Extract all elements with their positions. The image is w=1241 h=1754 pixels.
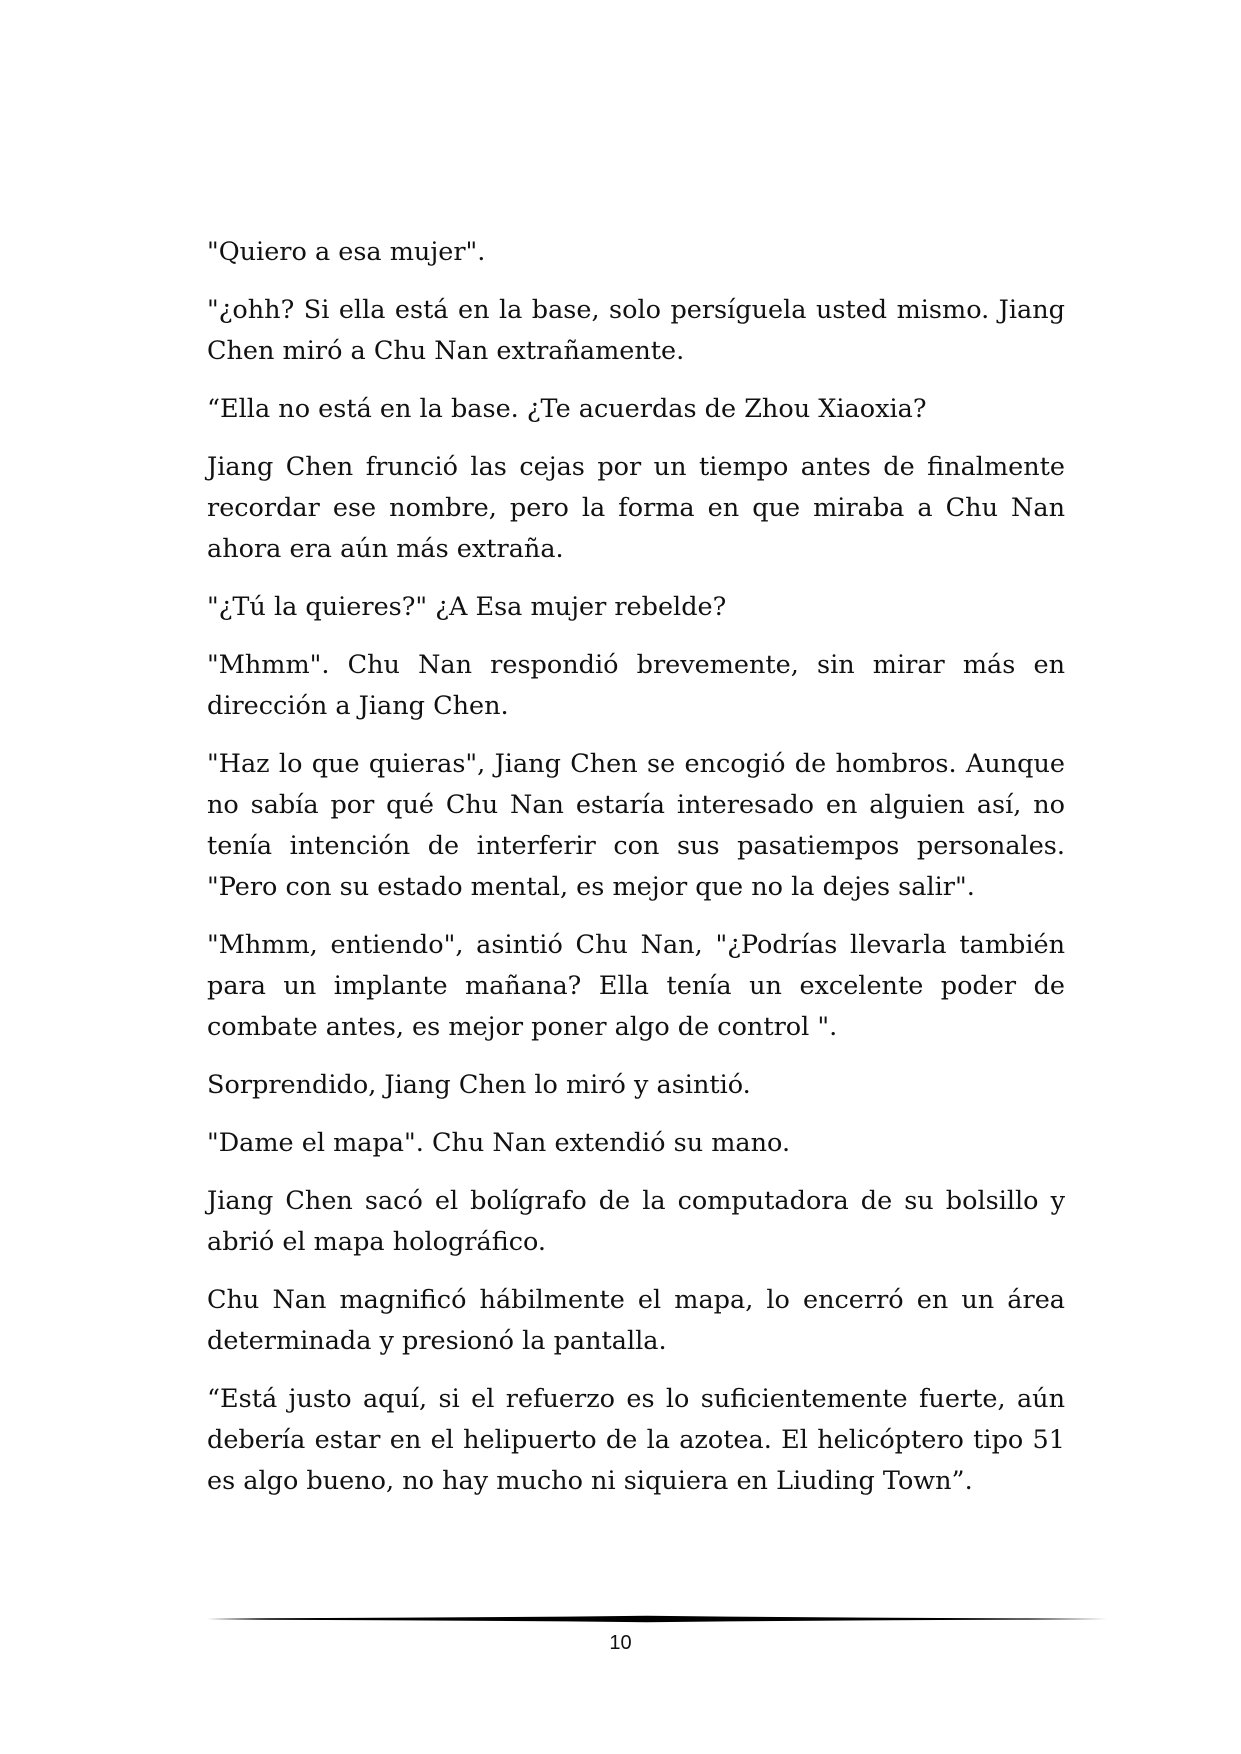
paragraph: Chu Nan magnificó hábilmente el mapa, lo encerró en un área determinada y presionó la pantalla. (207, 1285, 1065, 1356)
footer-divider (207, 1612, 1107, 1626)
page-number: 10 (609, 1632, 632, 1654)
paragraph: Sorprendido, Jiang Chen lo miró y asintió. (207, 1070, 751, 1100)
paragraph: "Haz lo que quieras", Jiang Chen se encogió de hombros. Aunque no sabía por qué Chu Nan estaría interesado en alguien así, no tenía intención de interferir con sus pasatiempos personales. "Pero con su estado mental, es mejor que no la dejes salir". (207, 749, 1065, 902)
paragraph: "¿ohh? Si ella está en la base, solo persíguela usted mismo. Jiang Chen miró a Chu Nan extrañamente. (207, 295, 1065, 366)
paragraph: “Está justo aquí, si el refuerzo es lo suficientemente fuerte, aún debería estar en el helipuerto de la azotea. El helicóptero tipo 51 es algo bueno, no hay mucho ni siquiera en Liuding Town”. (207, 1384, 1065, 1496)
paragraph: "¿Tú la quieres?" ¿A Esa mujer rebelde? (207, 592, 727, 622)
footer-divider-line (207, 1616, 1107, 1622)
paragraph: “Ella no está en la base. ¿Te acuerdas de Zhou Xiaoxia? (207, 394, 927, 424)
paragraph: "Mhmm, entiendo", asintió Chu Nan, "¿Podrías llevarla también para un implante mañana? Ella tenía un excelente poder de combate antes, es mejor poner algo de control ". (207, 930, 1065, 1042)
body-text (207, 232, 1065, 1519)
paragraph: Jiang Chen frunció las cejas por un tiempo antes de finalmente recordar ese nombre, pero la forma en que miraba a Chu Nan ahora era aún más extraña. (207, 452, 1065, 564)
paragraph: "Quiero a esa mujer". (207, 237, 486, 267)
paragraph: "Dame el mapa". Chu Nan extendió su mano. (207, 1128, 791, 1158)
paragraph: "Mhmm". Chu Nan respondió brevemente, sin mirar más en dirección a Jiang Chen. (207, 650, 1065, 721)
paragraph: Jiang Chen sacó el bolígrafo de la computadora de su bolsillo y abrió el mapa holográfico. (207, 1186, 1065, 1257)
